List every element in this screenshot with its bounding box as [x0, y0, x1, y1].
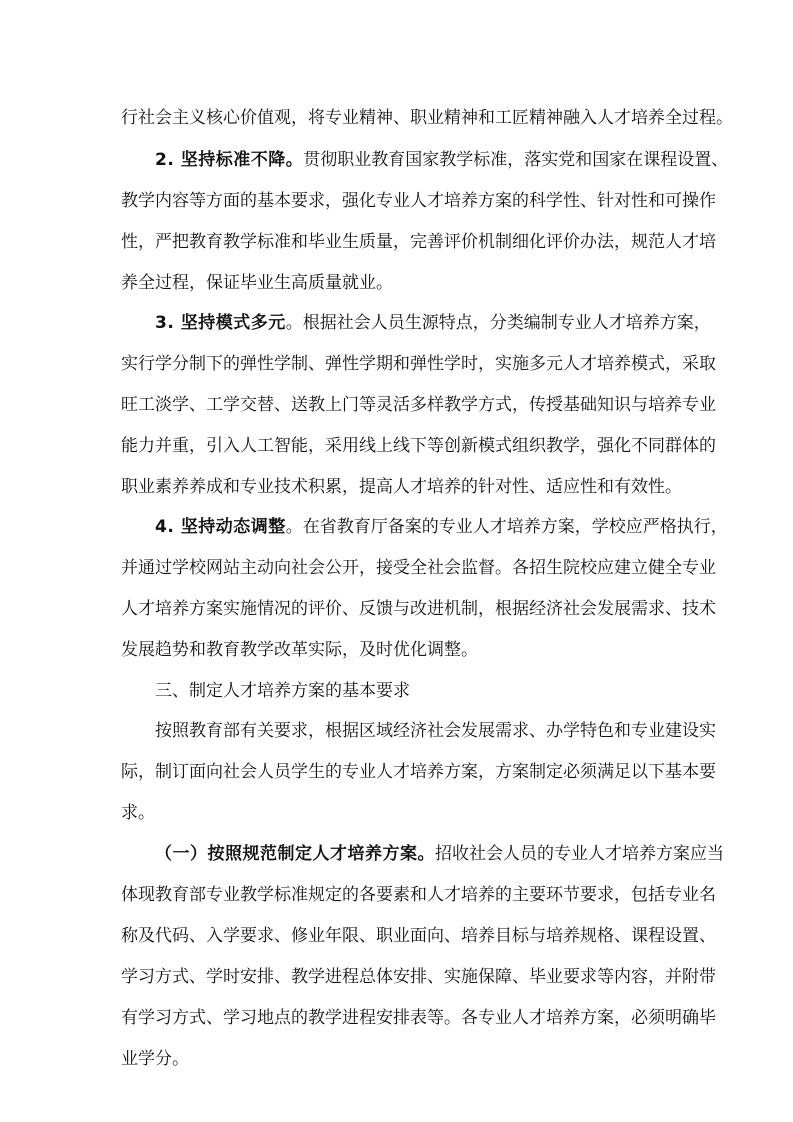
para-norms-line-4: 学习方式、学时安排、教学进程总体安排、实施保障、毕业要求等内容，并附带 [121, 967, 716, 987]
para-standard-line-1: 2. 坚持标准不降。贯彻职业教育国家教学标准，落实党和国家在课程设置、 [155, 150, 729, 170]
para-standard-line-3: 性，严把教育教学标准和毕业生质量，完善评价机制细化评价办法，规范人才培 [121, 232, 716, 252]
para-requirements-line-1: 按照教育部有关要求，根据区域经济社会发展需求、办学特色和专业建设实 [155, 721, 716, 741]
para-dynamic-line-3: 人才培养方案实施情况的评价、反馈与改进机制，根据经济社会发展需求、技术 [121, 599, 716, 619]
para-requirements-line-2: 际，制订面向社会人员学生的专业人才培养方案，方案制定必须满足以下基本要 [121, 762, 716, 782]
para-standard-heading: 2. 坚持标准不降。 [155, 150, 304, 170]
para-norms-line-3: 称及代码、入学要求、修业年限、职业面向、培养目标与培养规格、课程设置、 [121, 926, 716, 946]
para-mode-line-2: 实行学分制下的弹性学制、弹性学期和弹性学时，实施多元人才培养模式，采取 [121, 354, 716, 374]
para-dynamic-line-4: 发展趋势和教育教学改革实际，及时优化调整。 [121, 640, 478, 660]
para-standard-line-4: 养全过程，保证毕业生高质量就业。 [121, 273, 393, 293]
para-mode-line-4: 能力并重，引入人工智能，采用线上线下等创新模式组织教学，强化不同群体的 [121, 436, 716, 456]
para-norms-line-5: 有学习方式、学习地点的教学进程安排表等。各专业人才培养方案，必须明确毕 [121, 1008, 716, 1028]
para-dynamic-heading: 4. 坚持动态调整 [155, 517, 286, 537]
para-norms-line-1: （一）按照规范制定人才培养方案。招收社会人员的专业人才培养方案应当 [155, 844, 724, 864]
para-mode-line-3: 旺工淡学、工学交替、送教上门等灵活多样教学方式，传授基础知识与培养专业 [121, 395, 716, 415]
para-norms-heading: （一）按照规范制定人才培养方案。 [155, 844, 435, 864]
para-mode-line-5: 职业素养养成和专业技术积累，提高人才培养的针对性、适应性和有效性。 [121, 477, 682, 497]
para-standard-line-2: 教学内容等方面的基本要求，强化专业人才培养方案的科学性、针对性和可操作 [121, 191, 716, 211]
para-mode-heading: 3. 坚持模式多元 [155, 313, 286, 333]
para-norms-line-2: 体现教育部专业教学标准规定的各要素和人才培养的主要环节要求，包括专业名 [121, 885, 716, 905]
para-mode-line-1: 3. 坚持模式多元。根据社会人员生源特点，分类编制专业人才培养方案， [155, 313, 711, 333]
para-dynamic-line-1: 4. 坚持动态调整。在省教育厅备案的专业人才培养方案，学校应严格执行， [155, 517, 728, 537]
para-dynamic-line-2: 并通过学校网站主动向社会公开，接受全社会监督。各招生院校应建立健全专业 [121, 558, 716, 578]
para-norms-line-6: 业学分。 [121, 1049, 189, 1069]
para-continuation-line: 行社会主义核心价值观，将专业精神、职业精神和工匠精神融入人才培养全过程。 [121, 108, 733, 128]
section-heading: 三、制定人才培养方案的基本要求 [155, 681, 410, 701]
para-requirements-line-3: 求。 [121, 803, 155, 823]
